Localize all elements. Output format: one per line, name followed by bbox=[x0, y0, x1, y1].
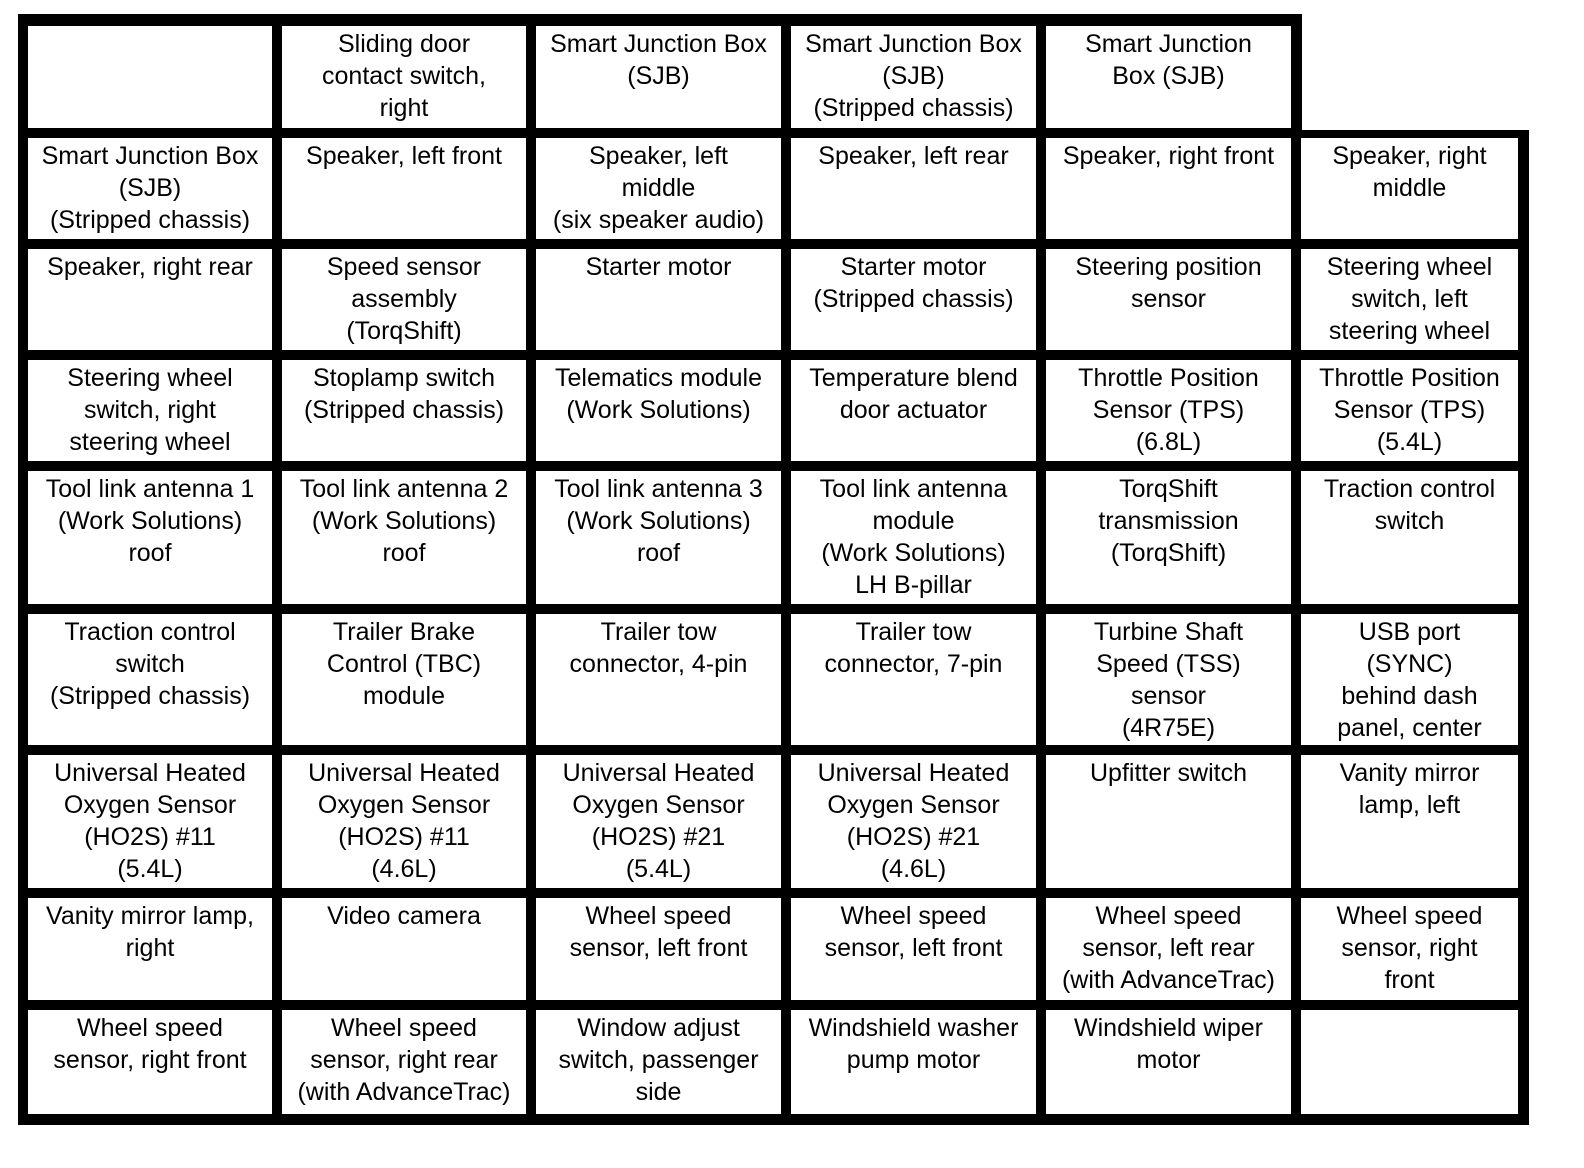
cell-label: Steering wheel switch, left steering wheel bbox=[1326, 253, 1493, 345]
table-cell bbox=[280, 247, 528, 352]
table-cell bbox=[26, 247, 274, 352]
cell-label: Wheel speed sensor, left rear (with AdvanceTrac) bbox=[1061, 902, 1276, 994]
table-cell bbox=[26, 24, 274, 130]
table-cell bbox=[534, 136, 783, 241]
table-cell bbox=[26, 136, 274, 241]
table-cell bbox=[534, 469, 783, 606]
table-cell bbox=[280, 612, 528, 747]
cell-label: Smart Junction Box (SJB) bbox=[1085, 30, 1252, 90]
cell-label: Vanity mirror lamp, right bbox=[46, 902, 254, 962]
table-cell bbox=[534, 1008, 783, 1116]
table-cell bbox=[1044, 136, 1293, 241]
table-cell bbox=[1299, 753, 1520, 890]
cell-label: Universal Heated Oxygen Sensor (HO2S) #11 (4.6L) bbox=[308, 759, 500, 883]
table-cell bbox=[1299, 247, 1520, 352]
cell-label: Trailer tow connector, 4-pin bbox=[569, 618, 748, 678]
table-cell bbox=[789, 358, 1038, 463]
table-cell bbox=[280, 24, 528, 130]
table-cell bbox=[26, 469, 274, 606]
table-cell bbox=[534, 612, 783, 747]
table-cell bbox=[534, 247, 783, 352]
table-cell bbox=[1044, 612, 1293, 747]
cell-label: Windshield washer pump motor bbox=[808, 1014, 1019, 1074]
cell-label: Tool link antenna 3 (Work Solutions) roof bbox=[554, 475, 763, 567]
cell-label: Trailer tow connector, 7-pin bbox=[824, 618, 1003, 678]
cell-label: Stoplamp switch (Stripped chassis) bbox=[303, 364, 505, 424]
cell-label: Universal Heated Oxygen Sensor (HO2S) #21 (4.6L) bbox=[817, 759, 1010, 883]
table-cell bbox=[1044, 358, 1293, 463]
table-cell bbox=[280, 136, 528, 241]
table-cell bbox=[789, 24, 1038, 130]
cell-label: Wheel speed sensor, right rear (with AdvanceTrac) bbox=[297, 1014, 511, 1106]
table-cell bbox=[789, 469, 1038, 606]
table-cell bbox=[534, 896, 783, 1002]
cell-label: Speaker, left rear bbox=[818, 142, 1009, 170]
cell-label bbox=[1301, 1010, 1518, 1012]
table-cell bbox=[534, 24, 783, 130]
cell-label: Traction control switch bbox=[1323, 475, 1496, 535]
table-cell bbox=[26, 612, 274, 747]
table-cell bbox=[1299, 358, 1520, 463]
table-cell bbox=[1299, 896, 1520, 1002]
cell-label: Video camera bbox=[327, 902, 481, 930]
cell-label: Window adjust switch, passenger side bbox=[558, 1014, 759, 1106]
table-cell bbox=[534, 358, 783, 463]
table-cell bbox=[26, 753, 274, 890]
cell-label: Starter motor bbox=[585, 253, 732, 281]
table-cell bbox=[280, 358, 528, 463]
cell-label: Wheel speed sensor, left front bbox=[569, 902, 748, 962]
table-cell bbox=[280, 1008, 528, 1116]
cell-label: Throttle Position Sensor (TPS) (6.8L) bbox=[1078, 364, 1259, 456]
cell-label: Tool link antenna 2 (Work Solutions) roof bbox=[299, 475, 509, 567]
table-cell bbox=[1044, 469, 1293, 606]
cell-label: Wheel speed sensor, left front bbox=[824, 902, 1003, 962]
cell-label: Trailer Brake Control (TBC) module bbox=[326, 618, 482, 710]
cell-label: Steering wheel switch, right steering wheel bbox=[67, 364, 233, 456]
cell-label: Universal Heated Oxygen Sensor (HO2S) #11 (5.4L) bbox=[54, 759, 246, 883]
table-cell bbox=[280, 753, 528, 890]
cell-label: Tool link antenna 1 (Work Solutions) roof bbox=[45, 475, 255, 567]
cell-label: Traction control switch (Stripped chassis) bbox=[49, 618, 251, 710]
table-cell bbox=[1299, 612, 1520, 747]
table-cell bbox=[1044, 896, 1293, 1002]
cell-label: Sliding door contact switch, right bbox=[322, 30, 486, 122]
table-cell bbox=[1299, 1008, 1520, 1116]
table-cell bbox=[280, 896, 528, 1002]
cell-label: USB port (SYNC) behind dash panel, center bbox=[1337, 618, 1482, 742]
cell-label: Smart Junction Box (SJB) (Stripped chassis) bbox=[41, 142, 259, 234]
cell-label: Speaker, left front bbox=[306, 142, 502, 170]
cell-label: Speaker, right middle bbox=[1332, 142, 1487, 202]
cell-label: Vanity mirror lamp, left bbox=[1339, 759, 1480, 819]
cell-label: Turbine Shaft Speed (TSS) sensor (4R75E) bbox=[1093, 618, 1244, 742]
table-cell bbox=[26, 896, 274, 1002]
table-cell bbox=[789, 753, 1038, 890]
table-cell bbox=[1299, 469, 1520, 606]
cell-label bbox=[28, 26, 272, 28]
cell-label: Temperature blend door actuator bbox=[809, 364, 1018, 424]
table-cell bbox=[1044, 247, 1293, 352]
cell-label: Steering position sensor bbox=[1075, 253, 1262, 313]
table-cell bbox=[789, 247, 1038, 352]
cell-label: TorqShift transmission (TorqShift) bbox=[1098, 475, 1239, 567]
cell-label: Speaker, right rear bbox=[47, 253, 253, 281]
table-cell bbox=[1044, 753, 1293, 890]
cell-label: Speaker, left middle (six speaker audio) bbox=[552, 142, 765, 234]
cell-label: Tool link antenna module (Work Solutions) LH B-pillar bbox=[819, 475, 1008, 599]
cell-label: Universal Heated Oxygen Sensor (HO2S) #21 (5.4L) bbox=[562, 759, 755, 883]
table-cell bbox=[789, 136, 1038, 241]
cell-label: Wheel speed sensor, right front bbox=[1336, 902, 1483, 994]
table-cell bbox=[789, 896, 1038, 1002]
table-cell bbox=[789, 1008, 1038, 1116]
cell-label: Smart Junction Box (SJB) (Stripped chassis) bbox=[805, 30, 1022, 122]
table-cell bbox=[534, 753, 783, 890]
cell-label: Starter motor (Stripped chassis) bbox=[813, 253, 1014, 313]
cell-label: Windshield wiper motor bbox=[1074, 1014, 1263, 1074]
cell-label: Speaker, right front bbox=[1062, 142, 1275, 170]
table-cell bbox=[1299, 136, 1520, 241]
cell-label: Upfitter switch bbox=[1090, 759, 1247, 787]
table-cell bbox=[1044, 1008, 1293, 1116]
cell-label: Wheel speed sensor, right front bbox=[53, 1014, 247, 1074]
cell-label: Smart Junction Box (SJB) bbox=[550, 30, 767, 90]
cell-label: Speed sensor assembly (TorqShift) bbox=[326, 253, 482, 345]
table-cell bbox=[26, 1008, 274, 1116]
cell-label: Throttle Position Sensor (TPS) (5.4L) bbox=[1319, 364, 1500, 456]
table-cell bbox=[280, 469, 528, 606]
table-cell bbox=[789, 612, 1038, 747]
table-cell bbox=[26, 358, 274, 463]
cell-label: Telematics module (Work Solutions) bbox=[554, 364, 763, 424]
table-cell bbox=[1044, 24, 1293, 130]
